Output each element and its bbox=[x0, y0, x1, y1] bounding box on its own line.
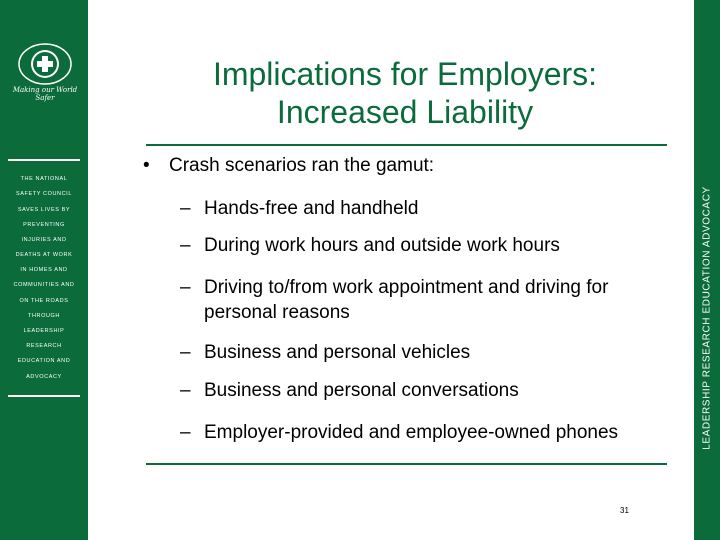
mission-line: ON THE ROADS bbox=[19, 298, 69, 304]
left-sidebar bbox=[0, 0, 88, 540]
mission-line: PREVENTING bbox=[23, 222, 65, 228]
sub-bullet-text: Business and personal vehicles bbox=[204, 342, 471, 363]
title-line-1: Implications for Employers: bbox=[212, 56, 598, 92]
sub-bullet bbox=[180, 378, 660, 403]
dash-marker: – bbox=[180, 422, 191, 443]
mission-line: THE NATIONAL bbox=[20, 176, 68, 182]
right-strip bbox=[694, 0, 720, 540]
mission-line: COMMUNITIES AND bbox=[13, 282, 75, 288]
main-bullet bbox=[143, 155, 434, 177]
sub-bullet-text: Driving to/from work appointment and driving for personal reasons bbox=[204, 277, 609, 323]
sub-bullet bbox=[180, 233, 660, 258]
tagline: Making our World Safer bbox=[12, 86, 78, 102]
dash-marker: – bbox=[180, 198, 191, 219]
mission-line: THROUGH bbox=[27, 313, 60, 319]
sub-bullet-text: Business and personal conversations bbox=[204, 380, 519, 401]
mission-line: IN HOMES AND bbox=[20, 267, 68, 273]
sub-bullet bbox=[180, 420, 620, 445]
main-bullet-text: Crash scenarios ran the gamut: bbox=[169, 155, 435, 176]
sub-bullet-text: During work hours and outside work hours bbox=[204, 235, 560, 256]
sub-bullet bbox=[180, 275, 660, 325]
sidebar-divider-top bbox=[8, 159, 80, 161]
sub-bullet-text: Employer-provided and employee-owned phones bbox=[204, 422, 619, 443]
sub-bullet bbox=[180, 340, 660, 365]
title-rule bbox=[146, 144, 667, 146]
sub-bullet-text: Hands-free and handheld bbox=[204, 198, 419, 219]
mission-line: DEATHS AT WORK bbox=[15, 252, 73, 258]
nsc-logo-icon bbox=[17, 42, 73, 86]
sub-bullet bbox=[180, 196, 660, 221]
mission-line: SAFETY COUNCIL bbox=[16, 191, 72, 197]
mission-line: ADVOCACY bbox=[26, 374, 62, 380]
dash-marker: – bbox=[180, 235, 191, 256]
mission-line: EDUCATION AND bbox=[17, 358, 71, 364]
title-line-2: Increased Liability bbox=[276, 94, 534, 130]
dash-marker: – bbox=[180, 342, 191, 363]
page-number: 31 bbox=[620, 506, 629, 515]
mission-line: SAVES LIVES BY bbox=[17, 207, 71, 213]
mission-line: INJURIES AND bbox=[21, 237, 67, 243]
mission-line: LEADERSHIP bbox=[23, 328, 65, 334]
dash-marker: – bbox=[180, 380, 191, 401]
vertical-banner-text: LEADERSHIP RESEARCH EDUCATION ADVOCACY bbox=[701, 186, 713, 450]
dash-marker: – bbox=[180, 277, 191, 298]
mission-line: RESEARCH bbox=[26, 343, 62, 349]
bullet-marker: • bbox=[143, 155, 150, 176]
slide-title bbox=[170, 55, 640, 131]
footer-rule bbox=[146, 463, 667, 465]
sidebar-divider-bottom bbox=[8, 395, 80, 397]
